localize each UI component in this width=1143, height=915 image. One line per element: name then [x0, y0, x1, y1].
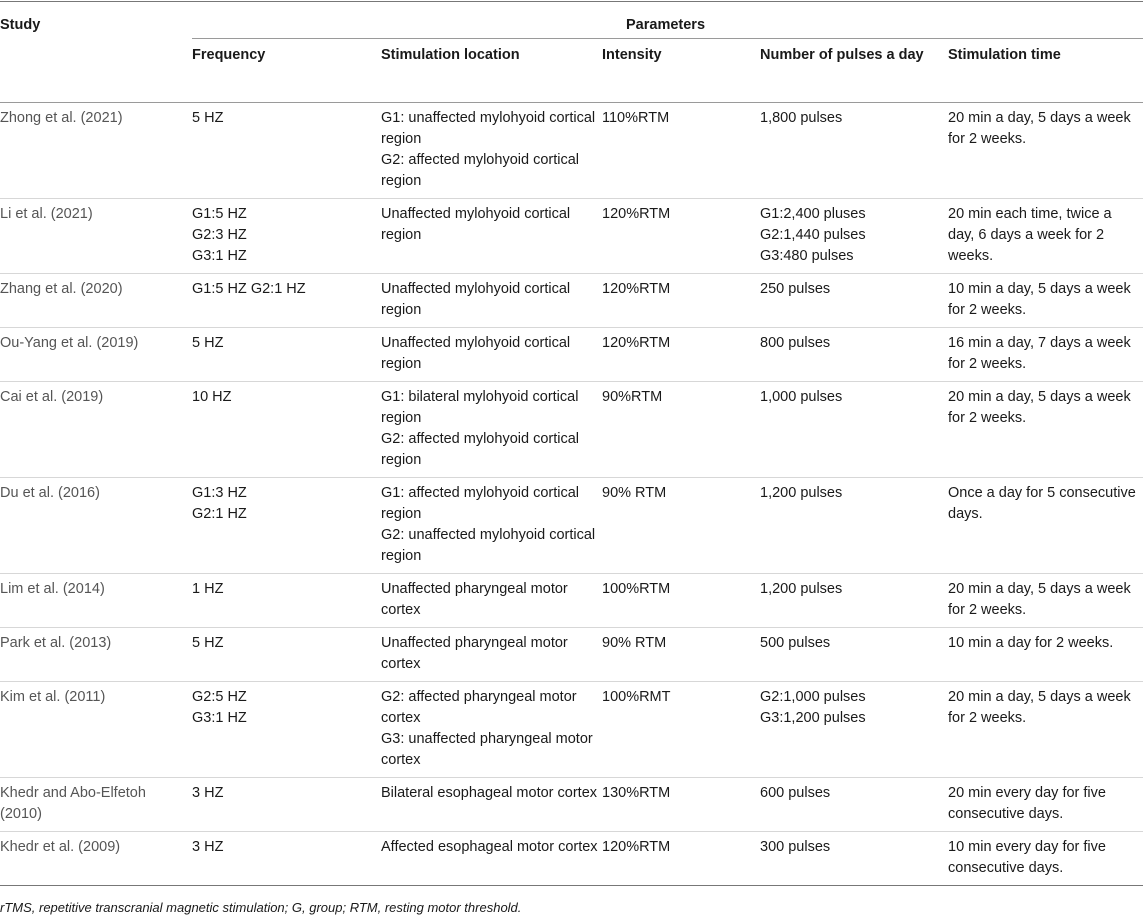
frequency-line: 3 HZ: [192, 785, 224, 801]
location-line: G1: bilateral mylohyoid cortical region: [381, 389, 579, 426]
stimulation-location-cell: [381, 574, 602, 628]
pulses-line: 1,000 pulses: [760, 389, 843, 405]
frequency-cell: [192, 778, 381, 832]
location-line: Affected esophageal motor cortex: [381, 839, 598, 855]
pulses-line: G1:2,400 pluses: [760, 206, 866, 222]
frequency-cell: [192, 832, 381, 886]
pulses-cell: [760, 478, 948, 574]
pulses-line: 500 pulses: [760, 635, 831, 651]
location-line: G2: unaffected mylohyoid cortical region: [381, 527, 596, 564]
study-cell: Kim et al. (2011): [0, 682, 192, 778]
pulses-cell: [760, 832, 948, 886]
intensity-cell: 90% RTM: [602, 478, 760, 574]
study-cell: Du et al. (2016): [0, 478, 192, 574]
stimulation-time-cell: Once a day for 5 consecutive days.: [948, 478, 1143, 574]
table-row: [0, 628, 1143, 682]
study-cell: Zhang et al. (2020): [0, 274, 192, 328]
frequency-cell: [192, 199, 381, 274]
table-row: [0, 274, 1143, 328]
location-line: Unaffected mylohyoid cortical region: [381, 281, 571, 318]
pulses-line: 300 pulses: [760, 839, 831, 855]
pulses-line: 250 pulses: [760, 281, 831, 297]
stimulation-location-cell: [381, 832, 602, 886]
frequency-line: G1:5 HZ: [192, 206, 247, 222]
stimulation-location-cell: [381, 778, 602, 832]
intensity-cell: 120%RTM: [602, 832, 760, 886]
study-cell: Khedr and Abo-Elfetoh (2010): [0, 778, 192, 832]
pulses-cell: [760, 628, 948, 682]
study-cell: Ou-Yang et al. (2019): [0, 328, 192, 382]
location-line: G2: affected mylohyoid cortical region: [381, 152, 579, 189]
location-line: G2: affected pharyngeal motor cortex: [381, 689, 577, 726]
stimulation-location-cell: [381, 478, 602, 574]
location-line: G3: unaffected pharyngeal motor cortex: [381, 731, 593, 768]
parameters-table: [0, 1, 1143, 886]
pulses-line: G2:1,440 pulses: [760, 227, 866, 243]
table-row: [0, 574, 1143, 628]
study-cell: Lim et al. (2014): [0, 574, 192, 628]
location-line: Unaffected pharyngeal motor cortex: [381, 581, 568, 618]
frequency-line: G2:1 HZ: [192, 506, 247, 522]
pulses-cell: [760, 574, 948, 628]
table-row: [0, 478, 1143, 574]
location-line: G2: affected mylohyoid cortical region: [381, 431, 579, 468]
frequency-cell: [192, 574, 381, 628]
intensity-cell: 110%RTM: [602, 103, 760, 199]
pulses-cell: [760, 103, 948, 199]
frequency-line: 5 HZ: [192, 335, 224, 351]
stimulation-time-cell: 20 min a day, 5 days a week for 2 weeks.: [948, 682, 1143, 778]
stimulation-time-cell: 10 min a day for 2 weeks.: [948, 628, 1143, 682]
stimulation-location-cell: [381, 103, 602, 199]
frequency-cell: [192, 274, 381, 328]
study-cell: Zhong et al. (2021): [0, 103, 192, 199]
pulses-line: 1,800 pulses: [760, 110, 843, 126]
stimulation-time-cell: 10 min every day for five consecutive days.: [948, 832, 1143, 886]
pulses-cell: [760, 382, 948, 478]
study-cell: Park et al. (2013): [0, 628, 192, 682]
stimulation-time-cell: 20 min every day for five consecutive days.: [948, 778, 1143, 832]
frequency-cell: [192, 103, 381, 199]
location-line: Unaffected mylohyoid cortical region: [381, 206, 571, 243]
table-body: [0, 103, 1143, 886]
frequency-line: G1:3 HZ: [192, 485, 247, 501]
stimulation-time-cell: 10 min a day, 5 days a week for 2 weeks.: [948, 274, 1143, 328]
table-footnote: rTMS, repetitive transcranial magnetic stimulation; G, group; RTM, resting motor threshold.: [0, 900, 522, 915]
frequency-cell: [192, 478, 381, 574]
intensity-cell: 130%RTM: [602, 778, 760, 832]
frequency-cell: [192, 628, 381, 682]
frequency-line: 10 HZ: [192, 389, 232, 405]
intensity-cell: 120%RTM: [602, 274, 760, 328]
location-line: Bilateral esophageal motor cortex: [381, 785, 598, 801]
table-row: [0, 103, 1143, 199]
pulses-cell: [760, 199, 948, 274]
pulses-line: G2:1,000 pulses: [760, 689, 866, 705]
study-cell: Li et al. (2021): [0, 199, 192, 274]
header-frequency: Frequency: [192, 39, 381, 103]
frequency-cell: [192, 328, 381, 382]
intensity-cell: 90%RTM: [602, 382, 760, 478]
table-row: [0, 328, 1143, 382]
study-cell: Khedr et al. (2009): [0, 832, 192, 886]
intensity-cell: 120%RTM: [602, 199, 760, 274]
intensity-cell: 120%RTM: [602, 328, 760, 382]
stimulation-location-cell: [381, 382, 602, 478]
intensity-cell: 90% RTM: [602, 628, 760, 682]
stimulation-time-cell: 20 min a day, 5 days a week for 2 weeks.: [948, 382, 1143, 478]
pulses-line: 1,200 pulses: [760, 581, 843, 597]
header-intensity: Intensity: [602, 39, 760, 103]
intensity-cell: 100%RTM: [602, 574, 760, 628]
pulses-line: 600 pulses: [760, 785, 831, 801]
stimulation-location-cell: [381, 328, 602, 382]
pulses-cell: [760, 328, 948, 382]
pulses-line: G3:1,200 pulses: [760, 710, 866, 726]
table-row: [0, 832, 1143, 886]
frequency-line: 3 HZ: [192, 839, 224, 855]
pulses-cell: [760, 682, 948, 778]
header-stimulation-time: Stimulation time: [948, 39, 1143, 103]
pulses-line: 1,200 pulses: [760, 485, 843, 501]
frequency-line: G3:1 HZ: [192, 248, 247, 264]
stimulation-time-cell: 20 min each time, twice a day, 6 days a week for 2 weeks.: [948, 199, 1143, 274]
table-row: [0, 778, 1143, 832]
study-cell: Cai et al. (2019): [0, 382, 192, 478]
header-study: Study: [0, 2, 192, 103]
stimulation-location-cell: [381, 274, 602, 328]
frequency-cell: [192, 682, 381, 778]
header-number-of-pulses: Number of pulses a day: [760, 39, 948, 103]
table-row: [0, 682, 1143, 778]
frequency-line: 1 HZ: [192, 581, 224, 597]
table-row: [0, 199, 1143, 274]
frequency-line: 5 HZ: [192, 110, 224, 126]
frequency-line: G3:1 HZ: [192, 710, 247, 726]
header-parameters: Parameters: [192, 2, 1143, 39]
pulses-cell: [760, 778, 948, 832]
intensity-cell: 100%RMT: [602, 682, 760, 778]
location-line: Unaffected pharyngeal motor cortex: [381, 635, 568, 672]
stimulation-time-cell: 20 min a day, 5 days a week for 2 weeks.: [948, 103, 1143, 199]
frequency-line: G2:3 HZ: [192, 227, 247, 243]
header-stimulation-location: Stimulation location: [381, 39, 602, 103]
location-line: G1: affected mylohyoid cortical region: [381, 485, 579, 522]
frequency-cell: [192, 382, 381, 478]
stimulation-time-cell: 20 min a day, 5 days a week for 2 weeks.: [948, 574, 1143, 628]
frequency-line: G1:5 HZ G2:1 HZ: [192, 281, 306, 297]
pulses-line: 800 pulses: [760, 335, 831, 351]
location-line: G1: unaffected mylohyoid cortical region: [381, 110, 596, 147]
table-row: [0, 382, 1143, 478]
location-line: Unaffected mylohyoid cortical region: [381, 335, 571, 372]
stimulation-location-cell: [381, 199, 602, 274]
stimulation-location-cell: [381, 628, 602, 682]
frequency-line: G2:5 HZ: [192, 689, 247, 705]
pulses-cell: [760, 274, 948, 328]
stimulation-time-cell: 16 min a day, 7 days a week for 2 weeks.: [948, 328, 1143, 382]
frequency-line: 5 HZ: [192, 635, 224, 651]
pulses-line: G3:480 pulses: [760, 248, 854, 264]
stimulation-location-cell: [381, 682, 602, 778]
